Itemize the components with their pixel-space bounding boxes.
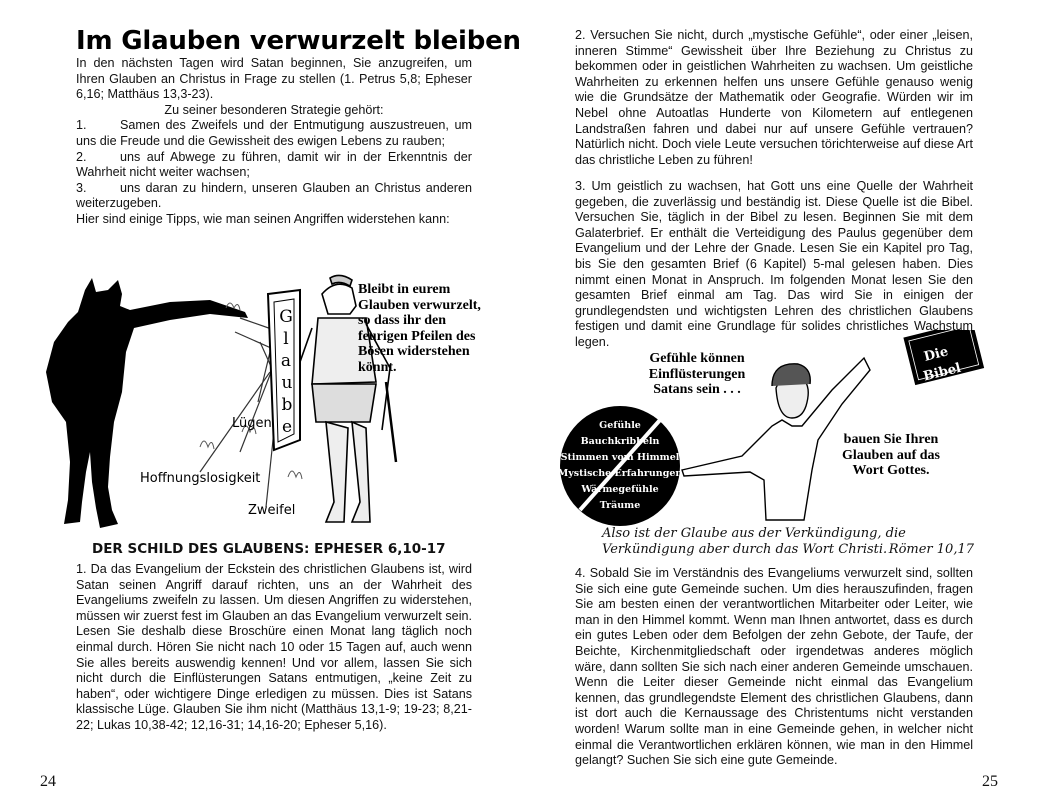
svg-text:Träume: Träume (599, 500, 641, 511)
bible-quote (602, 526, 974, 558)
svg-text:Stimmen vom Himmel: Stimmen vom Himmel (560, 452, 680, 463)
shield-letter: e (281, 417, 293, 437)
intro-section (76, 56, 472, 228)
quote-text: Also ist der Glaube aus der Verkündigung, die Verkündigung aber durch das Wort Christi. (602, 526, 906, 557)
build-caption: bauen Sie Ihren Glauben auf das Wort Gottes. (841, 432, 941, 478)
label-luegen: Lügen (232, 416, 272, 431)
label-zweifel: Zweifel (248, 503, 296, 518)
page-number: 25 (982, 773, 998, 790)
strategy-item-1: 1. Samen des Zweifels und der Entmutigung auszustreuen, um uns die Freude und die Gewissheit des ewigen Lebens zu rauben; (76, 118, 472, 148)
illustration-caption: Bleibt in eurem Glauben verwurzelt, so dass ihr den feurigen Pfeilen des Bösen widerstehen könnt. (358, 282, 481, 375)
intro-paragraph: In den nächsten Tagen wird Satan beginnen, Sie anzugreifen, um Ihren Glauben an Christus in Frage zu stellen (1. Petrus 5,8; Epheser 6,16; Matthäus 13,3-23). (76, 56, 472, 102)
svg-text:Gefühle: Gefühle (599, 420, 641, 431)
section-heading: DER SCHILD DES GLAUBENS: EPHESER 6,10-17 (92, 541, 446, 557)
strategy-item-3: 3. uns daran zu hindern, unseren Glauben an Christus anderen weiterzugeben. (76, 180, 472, 211)
svg-text:Wärmegefühle: Wärmegefühle (581, 484, 659, 495)
strategy-intro: Zu seiner besonderen Strategie gehört: (164, 102, 384, 117)
quote-reference: Römer 10,17 (888, 542, 974, 557)
body-paragraph-1: 1. Da das Evangelium der Eckstein des christlichen Glaubens ist, wird Satan seinen Angriff darauf richten, uns an der Wahrheit des Evangeliums zweifeln zu lassen. Um diesen Angriffen zu widerstehen, müssen wir zuerst fest im Glauben an das Evangelium verwurzelt sein. Lesen Sie deshalb diese Broschüre einen Monat lang täglich noch einmal durch. Hören Sie nicht nach 10 oder 15 Tagen auf, auch wenn Sie alles bereits auswendig kennen! Und vor allem, lassen Sie sich nicht durch die Einflüsterungen Satans entmutigen, „keine Zeit zu haben“, oder wichtigere Dinge erledigen zu müssen. Dies ist Satans klassische Lüge. Glauben Sie ihm nicht (Matthäus 13,1-9; 19-23; 8,21-22; Lukas 10,38-42; 12,16-31; 14,16-20; Epheser 5,16). (76, 562, 472, 732)
paragraph-3: 3. Um geistlich zu wachsen, hat Gott uns eine Quelle der Wahrheit gegeben, die zuverlässig und beständig ist. Diese Quelle ist die Bibel. Versuchen Sie, täglich in der Bibel zu lesen. Beginnen Sie mit dem Galaterbrief. Er enthält die Verteidigung des Paulus gegenüber dem Evangelium und der Lehre der Gnade. Lesen Sie ein Kapitel pro Tag, bis Sie den gesamten Brief (6 Kapitel) 5-mal gelesen haben. Dies nimmt einen Monat in Anspruch. Im folgenden Monat lesen Sie den gesamten Brief einmal am Tag. Das wird Sie in einigen der grundlegendsten und wichtigsten Lehren des christlichen Glaubens festigen und damit eine Grundlage für solides christliches Wachstum legen. (575, 179, 973, 349)
shield-letter: b (281, 395, 293, 415)
feelings-caption: Gefühle können Einflüsterungen Satans sein . . . (648, 351, 746, 397)
label-hoffnungslosigkeit: Hoffnungslosigkeit (140, 471, 261, 486)
shield-letter: G (279, 307, 293, 327)
right-page (522, 0, 1045, 808)
paragraph-2: 2. Versuchen Sie nicht, durch „mystische Gefühle“, oder einer „leisen, inneren Stimme“ Gewissheit über Ihre Beziehung zu Christus zu bekommen oder in geistlichen Wahrheiten zu wachsen. Um geistliche Wahrheiten zu erkennen helfen uns unsere Gefühle genauso wenig wie die Grundsätze der Mathematik oder Geografie. Würden wir im Nebel ohne Autoatlas Hunderte von Kilometern auf entlegenen Landstraßen fahren und dabei nur auf unsere Gefühle vertrauen? Natürlich nicht. Doch viele Leute versuchen törichterweise auf diese Art das christliche Leben zu führen! (575, 28, 973, 167)
page-number: 24 (40, 773, 56, 790)
devil-silhouette (46, 278, 248, 528)
svg-text:Bauchkribbeln: Bauchkribbeln (580, 436, 660, 447)
svg-text:Bibel: Bibel (921, 360, 963, 385)
shield-letter: l (283, 329, 289, 349)
shield-letter: u (281, 373, 293, 393)
svg-text:Die: Die (922, 344, 950, 365)
tips-intro: Hier sind einige Tipps, wie man seinen Angriffen widerstehen kann: (76, 211, 450, 226)
svg-text:Mystische Erfahrungen: Mystische Erfahrungen (557, 468, 683, 479)
shield-letter: a (280, 351, 292, 371)
left-page (0, 0, 522, 808)
page-title: Im Glauben verwurzelt bleiben (76, 26, 521, 56)
paragraph-4: 4. Sobald Sie im Verständnis des Evangeliums verwurzelt sind, sollten Sie sich eine gute Gemeinde suchen. Um dies herauszufinden, fragen Sie am besten einen der verantwortlichen Mitarbeiter oder Leiter, wie man in den Himmel kommt. Wenn man Ihnen antwortet, dass es durch ein gutes Leben oder dem Befolgen der zehn Gebote, der Taufe, der Beichte, Kirchenmitgliedschaft oder irgendetwas anderes möglich wäre, dann sollten Sie sich nach einer anderen Gemeinde umschauen. Wenn die Leiter dieser Gemeinde nicht einmal das Evangelium kennen, das grundlegendste Element des christlichen Glaubens, dann ist dort auch die Kernaussage des Christentums nicht verstanden worden! Warum sollte man in eine Gemeinde gehen, in welcher nicht einmal die Verantwortlichen erklären können, wie man in den Himmel gelangt? Suchen Sie sich eine gute Gemeinde. (575, 566, 973, 768)
bible-illustration (532, 330, 1002, 530)
strategy-item-2: 2. uns auf Abwege zu führen, damit wir in der Erkenntnis der Wahrheit nicht weiter wachsen; (76, 149, 472, 180)
